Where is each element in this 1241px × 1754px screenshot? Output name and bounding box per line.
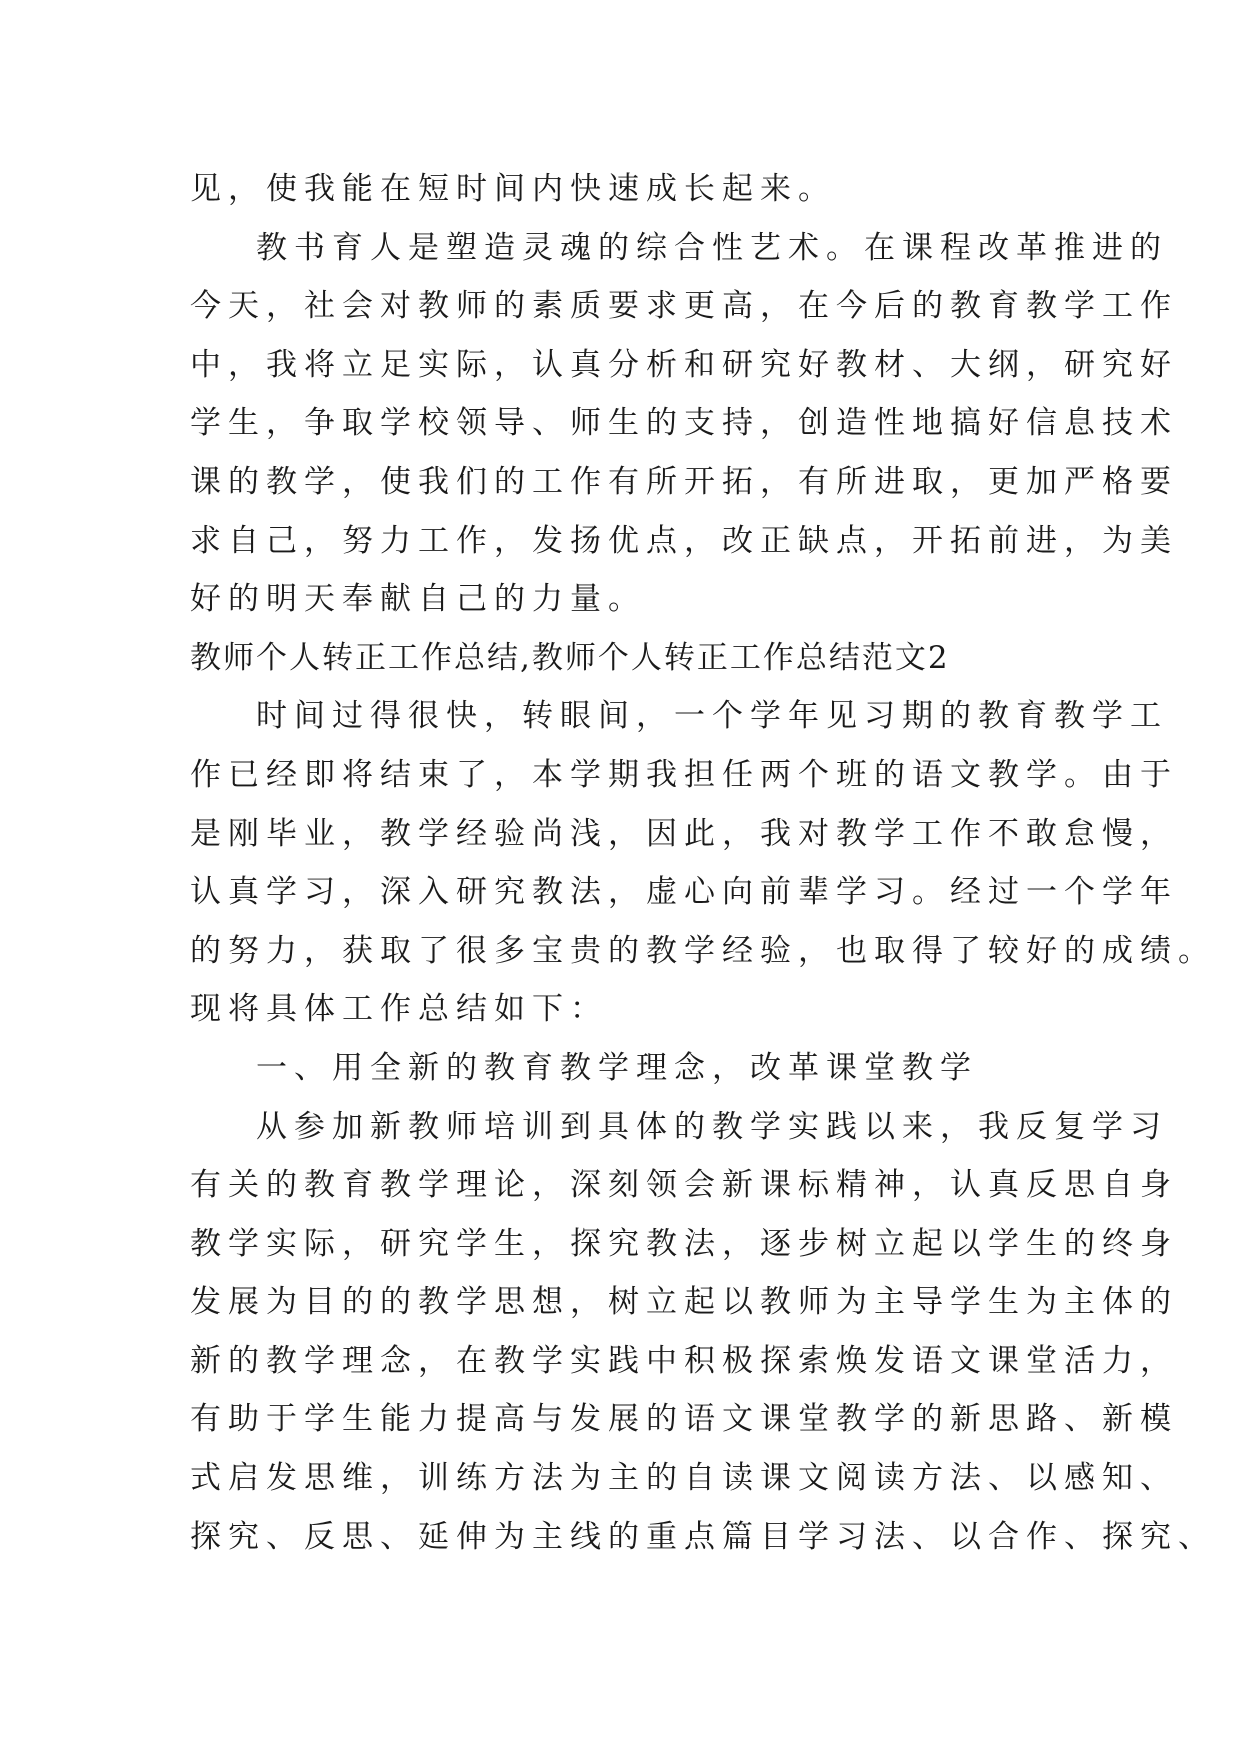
paragraph-line: 见，使我能在短时间内快速成长起来。 <box>190 171 836 207</box>
paragraph-line: 教书育人是塑造灵魂的综合性艺术。在课程改革推进的 <box>256 229 1168 266</box>
paragraph-line: 教学实际，研究学生，探究教法，逐步树立起以学生的终身 <box>190 1225 1178 1262</box>
paragraph-line: 有助于学生能力提高与发展的语文课堂教学的新思路、新模 <box>190 1401 1178 1438</box>
paragraph-line: 认真学习，深入研究教法，虚心向前辈学习。经过一个学年 <box>190 874 1178 911</box>
paragraph-line: 求自己，努力工作，发扬优点，改正缺点，开拓前进，为美 <box>190 522 1178 559</box>
paragraph-line: 学生，争取学校领导、师生的支持，创造性地搞好信息技术 <box>190 405 1178 442</box>
paragraph-line: 探究、反思、延伸为主线的重点篇目学习法、以合作、探究、 <box>190 1518 1216 1555</box>
paragraph-line: 好的明天奉献自己的力量。 <box>190 581 646 618</box>
document-body <box>190 160 1216 1566</box>
paragraph-line: 今天，社会对教师的素质要求更高，在今后的教育教学工作 <box>190 288 1178 325</box>
paragraph-line: 现将具体工作总结如下： <box>190 991 608 1028</box>
section-title: 教师个人转正工作总结,教师个人转正工作总结范文2 <box>190 639 950 676</box>
paragraph-line: 是刚毕业，教学经验尚浅，因此，我对教学工作不敢怠慢， <box>190 815 1178 852</box>
paragraph-line: 中，我将立足实际，认真分析和研究好教材、大纲，研究好 <box>190 346 1178 383</box>
paragraph-line: 有关的教育教学理论，深刻领会新课标精神，认真反思自身 <box>190 1167 1178 1204</box>
paragraph-line: 新的教学理念，在教学实践中积极探索焕发语文课堂活力， <box>190 1342 1178 1379</box>
paragraph-line: 式启发思维，训练方法为主的自读课文阅读方法、以感知、 <box>190 1460 1178 1497</box>
paragraph-line: 时间过得很快，转眼间，一个学年见习期的教育教学工 <box>256 698 1168 735</box>
paragraph-line: 作已经即将结束了，本学期我担任两个班的语文教学。由于 <box>190 756 1178 793</box>
paragraph-line: 的努力，获取了很多宝贵的教学经验，也取得了较好的成绩。 <box>190 932 1216 969</box>
subheading: 一、用全新的教育教学理念，改革课堂教学 <box>256 1049 978 1086</box>
paragraph-line: 从参加新教师培训到具体的教学实践以来，我反复学习 <box>256 1108 1168 1145</box>
paragraph-line: 课的教学，使我们的工作有所开拓，有所进取，更加严格要 <box>190 463 1178 500</box>
paragraph-line: 发展为目的的教学思想，树立起以教师为主导学生为主体的 <box>190 1284 1178 1321</box>
